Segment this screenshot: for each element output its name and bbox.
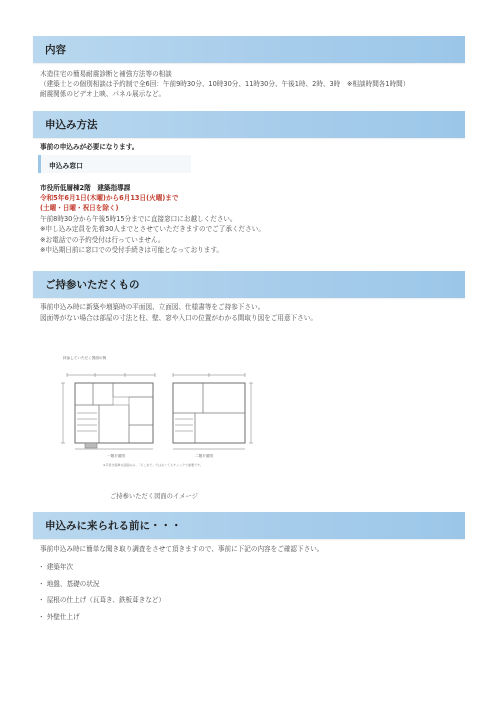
- application-period-note: (土曜・日曜・祝日を除く): [40, 204, 119, 212]
- checklist-item: ・ 建築年次: [38, 563, 74, 571]
- floor-plan-drawing: [55, 353, 270, 473]
- second-floor-label: 二階平面図: [195, 454, 213, 458]
- note-line: ※申込期日前に窓口での受付手続きは可能となっております。: [40, 246, 224, 254]
- first-floor-plan: [61, 373, 155, 449]
- figure-caption: ご持参いただく図面のイメージ: [110, 493, 198, 500]
- content-line: 耐震関係のビデオ上映、パネル展示など。: [40, 90, 166, 98]
- section-header-items-to-bring: [33, 271, 465, 298]
- checklist-item: ・ 屋根の仕上げ（瓦葺き、鉄板葺きなど）: [38, 596, 166, 604]
- second-floor-plan: [173, 373, 253, 449]
- office-name: 市役所低層棟2階 建築指導課: [40, 184, 131, 192]
- section-header-application: [33, 111, 465, 138]
- application-period: 令和5年6月1日(木曜)から6月13日(火曜)まで: [40, 194, 179, 202]
- section-header-content: [33, 36, 465, 63]
- content-line: （建築士との個別相談は予約制で全6回：午前9時30分、10時30分、11時30分、午後1時、2時、3時 ※相談時間各1時間）: [40, 80, 410, 88]
- content-line: 木造住宅の簡易耐震診断と補強方法等の相談: [40, 70, 172, 78]
- before-visit-intro: 事前申込み時に簡単な聞き取り調査をさせて頂きますので、事前に下記の内容をご確認下さい。: [40, 545, 324, 553]
- figure-footnote: ※手書き簡単な図面のみ、「そこまで」ではなくてもチェックで重要です。: [103, 463, 203, 467]
- section-header-before-visit: [33, 512, 465, 539]
- checklist-item: ・ 外壁仕上げ: [38, 613, 80, 621]
- section-heading: 申込み方法: [45, 119, 98, 131]
- bring-line: 事前申込み時に新築や増築時の平面図、立面図、仕様書等をご持参下さい。: [40, 303, 265, 311]
- first-floor-label: 一階平面図: [107, 454, 125, 458]
- note-line: ※お電話での予約受付は行っていません。: [40, 236, 165, 244]
- bring-line: 図面等がない場合は部屋の寸法と柱、壁、窓や入口の位置がわかる間取り図をご用意下さい。: [40, 314, 317, 322]
- note-line: ※申し込み定員を先着30人までとさせていただきますのでご了承ください。: [40, 225, 265, 233]
- note-line: 午前8時30分から午後5時15分までに直接窓口にお越しください。: [40, 215, 237, 223]
- figure-title: 持参していただく図面の例: [63, 356, 107, 360]
- floor-plan-example-figure: [55, 353, 270, 473]
- sub-heading-label: 申込み窓口: [49, 162, 83, 170]
- section-heading: ご持参いただくもの: [45, 279, 140, 291]
- sub-heading-window: [38, 155, 191, 173]
- section-heading: 内容: [45, 44, 66, 56]
- checklist-item: ・ 地盤、基礎の状況: [38, 580, 100, 588]
- application-intro: 事前の申込みが必要になります。: [40, 143, 139, 151]
- section-heading: 申込みに来られる前に・・・: [45, 520, 182, 532]
